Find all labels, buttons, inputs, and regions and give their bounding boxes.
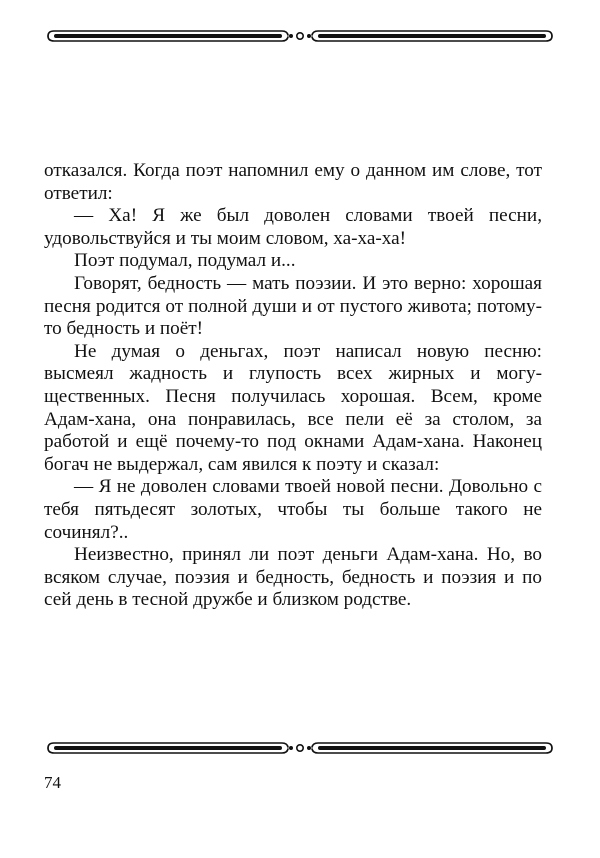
top-ornament-rule <box>44 28 556 44</box>
paragraph: — Я не доволен словами твоей новой песни. Довольно с тебя пятьдесят золотых, чтобы ты больше такого не сочинял?.. <box>44 476 542 543</box>
bottom-ornament-rule <box>44 740 556 756</box>
paragraph: Неизвестно, принял ли поэт деньги Адам-хана. Но, во всяком случае, поэзия и бедность, бедность и поэзия и по сей день в тесной дружбе и близком родстве. <box>44 544 542 611</box>
paragraph: Поэт подумал, подумал и... <box>74 250 296 272</box>
paragraph: Говорят, бедность — мать поэзии. И это верно: хорошая песня родится от полной души и от пустого живота; потому-то бедность и поёт! <box>44 272 542 340</box>
paragraph: отказался. Когда поэт напомнил ему о данном им слове, тот ответил: <box>44 160 542 204</box>
paragraph: — Ха! Я же был доволен словами твоей песни, удовольствуйся и ты моим словом, ха-ха-ха! <box>44 205 542 249</box>
body-text <box>44 160 542 612</box>
paragraph: Не думая о деньгах, поэт написал новую песню: высмеял жадность и глупость всех жирных и могущественных. Песня получилась хорошая. Всем, кроме Адам-хана, она понравилась, все пели её за столом, за работой и ещё почему-то под окнами Адам-хана. Наконец богач не выдержал, сам явился к поэту и сказал: <box>44 340 542 475</box>
page-number: 74 <box>44 773 61 792</box>
